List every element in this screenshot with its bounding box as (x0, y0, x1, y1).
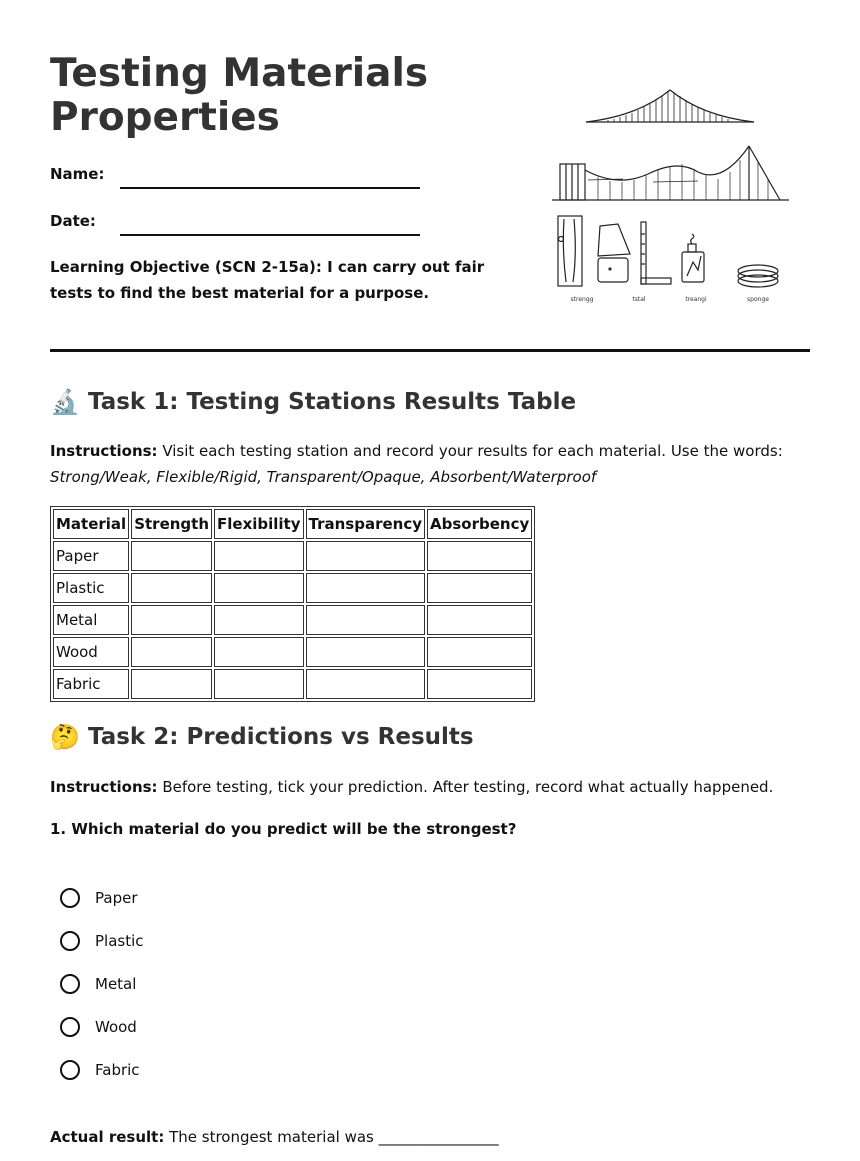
table-row (53, 637, 532, 667)
table-row (53, 605, 532, 635)
option-label: Paper (95, 889, 138, 907)
transparency-input-cell[interactable] (306, 669, 426, 699)
absorbency-input-cell[interactable] (427, 605, 532, 635)
illustration-label-treangi: treangi (685, 296, 707, 303)
page-title (50, 52, 470, 140)
col-header-flexibility: Flexibility (214, 509, 304, 539)
strength-input-cell[interactable] (131, 605, 212, 635)
absorbency-input-cell[interactable] (427, 637, 532, 667)
option-label: Plastic (95, 932, 144, 950)
illustration-labels (571, 296, 770, 303)
results-table (50, 506, 535, 702)
option-label: Wood (95, 1018, 137, 1036)
table-header-row (53, 509, 532, 539)
radio-circle[interactable] (60, 1017, 80, 1037)
task2-instr-label: Instructions: (50, 778, 158, 796)
absorbency-input-cell[interactable] (427, 541, 532, 571)
option-paper[interactable] (60, 888, 137, 908)
date-label: Date: (50, 212, 96, 230)
table-row (53, 541, 532, 571)
flexibility-input-cell[interactable] (214, 573, 304, 603)
actual-result-text[interactable]: The strongest material was ________________ (164, 1128, 499, 1146)
transparency-input-cell[interactable] (306, 573, 426, 603)
glass-jar-drawing (682, 234, 704, 282)
date-field[interactable] (120, 234, 420, 236)
option-label: Fabric (95, 1061, 140, 1079)
radio-circle[interactable] (60, 888, 80, 908)
radio-circle[interactable] (60, 974, 80, 994)
material-cell: Paper (53, 541, 129, 571)
illustration-label-tstal: tstal (632, 296, 646, 303)
option-label: Metal (95, 975, 137, 993)
absorbency-input-cell[interactable] (427, 669, 532, 699)
ruler-drawing (641, 222, 671, 284)
strength-input-cell[interactable] (131, 541, 212, 571)
col-header-strength: Strength (131, 509, 212, 539)
material-cell: Plastic (53, 573, 129, 603)
material-cell: Fabric (53, 669, 129, 699)
thinking-face-icon: 🤔 (50, 723, 80, 751)
flexibility-input-cell[interactable] (214, 541, 304, 571)
table-row (53, 573, 532, 603)
flexibility-input-cell[interactable] (214, 605, 304, 635)
title-line-1: Testing Materials (50, 51, 429, 96)
col-header-absorbency: Absorbency (427, 509, 532, 539)
task2-instructions (50, 774, 810, 800)
question-1: 1. Which material do you predict will be the strongest? (50, 820, 517, 838)
suspension-bridge-drawing (586, 90, 754, 122)
task2-heading (50, 723, 474, 751)
transparency-input-cell[interactable] (306, 605, 426, 635)
name-label: Name: (50, 165, 105, 183)
title-line-2: Properties (50, 95, 280, 140)
task2-instr-text: Before testing, tick your prediction. After testing, record what actually happened. (157, 778, 774, 796)
material-cell: Wood (53, 637, 129, 667)
task1-heading-text: Task 1: Testing Stations Results Table (88, 389, 577, 415)
radio-circle[interactable] (60, 1060, 80, 1080)
transparency-input-cell[interactable] (306, 637, 426, 667)
option-wood[interactable] (60, 1017, 137, 1037)
actual-result-label: Actual result: (50, 1128, 165, 1146)
transparency-input-cell[interactable] (306, 541, 426, 571)
task1-instr-text: Visit each testing station and record your results for each material. Use the words: (157, 442, 783, 460)
microscope-icon: 🔬 (50, 388, 80, 416)
illustration-label-strengg: strengg (570, 296, 594, 303)
task1-instr-words: Strong/Weak, Flexible/Rigid, Transparent/Opaque, Absorbent/Waterproof (50, 468, 597, 486)
task1-instr-label: Instructions: (50, 442, 158, 460)
strength-input-cell[interactable] (131, 637, 212, 667)
strength-input-cell[interactable] (131, 669, 212, 699)
material-cell: Metal (53, 605, 129, 635)
option-plastic[interactable] (60, 931, 144, 951)
illustration-label-sponge: sponge (747, 296, 769, 303)
task2-heading-text: Task 2: Predictions vs Results (88, 724, 474, 750)
strength-input-cell[interactable] (131, 573, 212, 603)
table-row (53, 669, 532, 699)
sponge-stack-drawing (738, 265, 778, 287)
materials-illustration (548, 84, 794, 306)
col-header-material: Material (53, 509, 129, 539)
flexibility-input-cell[interactable] (214, 637, 304, 667)
col-header-transparency: Transparency (306, 509, 426, 539)
option-fabric[interactable] (60, 1060, 140, 1080)
radio-circle[interactable] (60, 931, 80, 951)
option-metal[interactable] (60, 974, 136, 994)
absorbency-input-cell[interactable] (427, 573, 532, 603)
section-divider (50, 349, 810, 352)
learning-objective: Learning Objective (SCN 2-15a): I can carry out fair tests to find the best material for a purpose. (50, 258, 485, 302)
bridge-and-tower-drawing (552, 146, 789, 200)
name-field[interactable] (120, 187, 420, 189)
flexibility-input-cell[interactable] (214, 669, 304, 699)
actual-result (50, 1128, 499, 1146)
task1-instructions (50, 438, 810, 490)
task1-heading (50, 388, 576, 416)
paper-and-bag-drawing (598, 224, 630, 282)
wood-plank-drawing (558, 216, 582, 286)
